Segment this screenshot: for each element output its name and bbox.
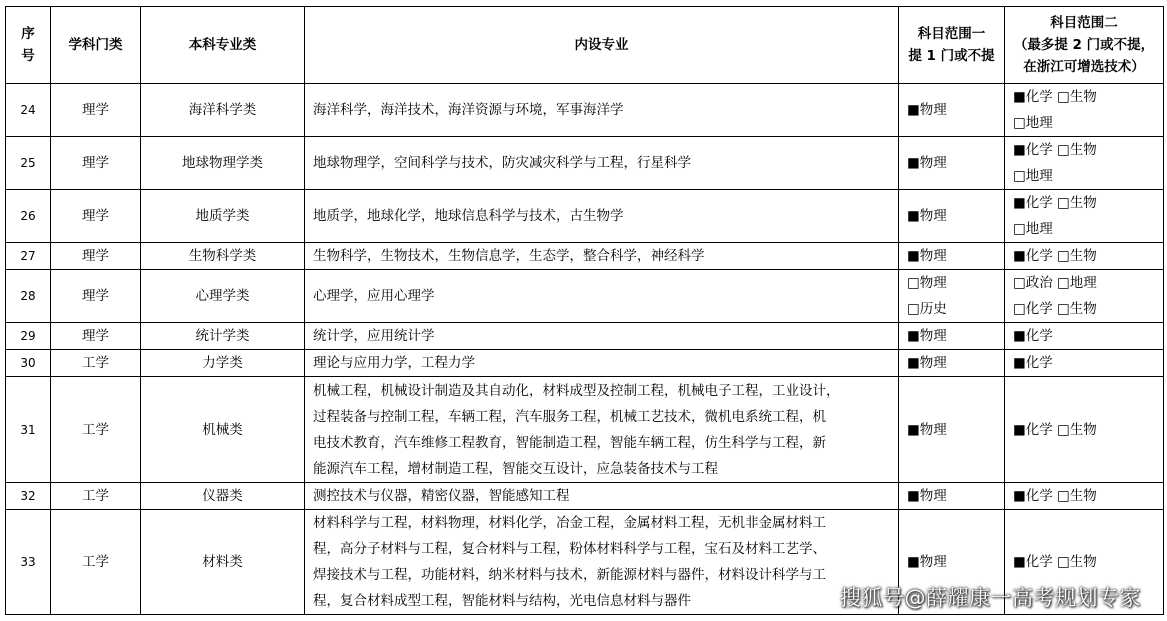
row-category: 理学 — [51, 190, 141, 243]
row-seq: 26 — [6, 190, 51, 243]
row-major-class: 心理学类 — [141, 270, 305, 323]
row-major-class: 力学类 — [141, 350, 305, 377]
range1-line: ■物理 — [907, 248, 947, 264]
row-seq: 24 — [6, 84, 51, 137]
row-range2 — [1005, 270, 1164, 323]
row-range1 — [899, 377, 1005, 483]
header-majors: 内设专业 — [305, 7, 899, 84]
range2-line: ■化学 □生物 — [1013, 195, 1097, 211]
range2-line: □地理 — [1013, 115, 1053, 131]
row-category: 理学 — [51, 137, 141, 190]
row-major-class: 材料类 — [141, 510, 305, 615]
range1-line: □历史 — [907, 301, 947, 317]
range2-line: ■化学 □生物 — [1013, 421, 1097, 438]
row-category: 理学 — [51, 323, 141, 350]
range2-line: □政治 □地理 — [1013, 275, 1097, 291]
header-range2-line: 科目范围二 — [1050, 15, 1118, 31]
row-category: 工学 — [51, 510, 141, 615]
majors-line: 材料科学与工程，材料物理，材料化学，冶金工程，金属材料工程，无机非金属材料工 — [313, 515, 826, 531]
row-category: 理学 — [51, 84, 141, 137]
row-major-class: 地球物理学类 — [141, 137, 305, 190]
row-major-class: 统计学类 — [141, 323, 305, 350]
row-range2 — [1005, 84, 1164, 137]
header-range2-line: 在浙江可增选技术） — [1023, 59, 1145, 75]
table-row — [6, 323, 1164, 350]
range2-line: □地理 — [1013, 168, 1053, 184]
row-range2 — [1005, 243, 1164, 270]
header-range2-line: （最多提 2 门或不提， — [1013, 37, 1155, 53]
majors-line: 机械工程，机械设计制造及其自动化，材料成型及控制工程，机械电子工程，工业设计， — [313, 382, 840, 399]
subject-requirements-table — [5, 6, 1164, 615]
range1-line: ■物理 — [907, 355, 947, 371]
row-seq: 30 — [6, 350, 51, 377]
table-row — [6, 377, 1164, 483]
row-majors — [305, 350, 899, 377]
majors-line: 测控技术与仪器，精密仪器，智能感知工程 — [313, 488, 570, 504]
row-major-class: 机械类 — [141, 377, 305, 483]
header-range1-line: 科目范围一 — [917, 26, 986, 42]
watermark: 搜狐号@薛耀康一高考规划专家 — [840, 586, 1141, 610]
row-range1 — [899, 190, 1005, 243]
range2-line: ■化学 □生物 — [1013, 248, 1097, 264]
row-range2 — [1005, 350, 1164, 377]
row-majors — [305, 270, 899, 323]
range1-line: ■物理 — [907, 554, 947, 570]
table-row — [6, 483, 1164, 510]
header-major-class: 本科专业类 — [141, 7, 305, 84]
majors-line: 电技术教育，汽车维修工程教育，智能制造工程，智能车辆工程，仿生科学与工程，新 — [313, 434, 826, 451]
row-majors — [305, 84, 899, 137]
majors-line: 能源汽车工程，增材制造工程，智能交互设计，应急装备技术与工程 — [313, 460, 718, 477]
row-range1 — [899, 84, 1005, 137]
range1-line: □物理 — [907, 275, 947, 291]
row-majors — [305, 483, 899, 510]
range2-line: ■化学 □生物 — [1013, 554, 1097, 570]
majors-line: 程，高分子材料与工程，复合材料与工程，粉体材料科学与工程，宝石及材料工艺学、 — [313, 541, 826, 557]
row-range1 — [899, 137, 1005, 190]
row-range1 — [899, 270, 1005, 323]
table-row — [6, 243, 1164, 270]
majors-line: 海洋科学，海洋技术，海洋资源与环境，军事海洋学 — [313, 102, 624, 118]
range1-line: ■物理 — [907, 488, 947, 504]
row-majors — [305, 510, 899, 615]
row-major-class: 仪器类 — [141, 483, 305, 510]
header-row — [6, 7, 1164, 84]
majors-line: 理论与应用力学，工程力学 — [313, 355, 475, 371]
header-seq-line: 号 — [21, 48, 35, 64]
row-range1 — [899, 243, 1005, 270]
majors-line: 生物科学，生物技术，生物信息学，生态学，整合科学，神经科学 — [313, 248, 705, 264]
majors-line: 程，复合材料成型工程，智能材料与结构，光电信息材料与器件 — [313, 593, 691, 609]
range1-line: ■物理 — [907, 208, 947, 224]
header-category: 学科门类 — [51, 7, 141, 84]
majors-line: 地质学，地球化学，地球信息科学与技术，古生物学 — [313, 208, 624, 224]
range2-line: ■化学 — [1013, 328, 1053, 344]
range2-line: □化学 □生物 — [1013, 301, 1097, 317]
row-range2 — [1005, 137, 1164, 190]
row-major-class: 海洋科学类 — [141, 84, 305, 137]
row-category: 工学 — [51, 483, 141, 510]
range2-line: ■化学 □生物 — [1013, 89, 1097, 105]
table-row — [6, 270, 1164, 323]
table-row — [6, 350, 1164, 377]
row-range2 — [1005, 483, 1164, 510]
row-category: 工学 — [51, 350, 141, 377]
majors-line: 心理学，应用心理学 — [313, 288, 435, 304]
range1-line: ■物理 — [907, 421, 947, 438]
row-seq: 25 — [6, 137, 51, 190]
row-category: 理学 — [51, 270, 141, 323]
row-seq: 32 — [6, 483, 51, 510]
row-majors — [305, 190, 899, 243]
row-category: 工学 — [51, 377, 141, 483]
row-range2 — [1005, 190, 1164, 243]
table-row — [6, 84, 1164, 137]
majors-line: 地球物理学，空间科学与技术，防灾减灾科学与工程，行星科学 — [313, 155, 691, 171]
range2-line: ■化学 □生物 — [1013, 488, 1097, 504]
row-range2 — [1005, 377, 1164, 483]
header-range1-line: 提 1 门或不提 — [908, 48, 995, 64]
range2-line: ■化学 □生物 — [1013, 142, 1097, 158]
row-majors — [305, 323, 899, 350]
row-major-class: 地质学类 — [141, 190, 305, 243]
table-row — [6, 137, 1164, 190]
row-majors — [305, 243, 899, 270]
range1-line: ■物理 — [907, 155, 947, 171]
row-seq: 29 — [6, 323, 51, 350]
header-seq-line: 序 — [21, 26, 35, 42]
majors-line: 统计学，应用统计学 — [313, 328, 435, 344]
majors-line: 焊接技术与工程，功能材料，纳米材料与技术，新能源材料与器件，材料设计科学与工 — [313, 567, 826, 583]
header-range2 — [1005, 7, 1164, 84]
row-seq: 33 — [6, 510, 51, 615]
row-range1 — [899, 323, 1005, 350]
row-seq: 27 — [6, 243, 51, 270]
header-range1 — [899, 7, 1005, 84]
row-range2 — [1005, 323, 1164, 350]
majors-line: 过程装备与控制工程，车辆工程，汽车服务工程，机械工艺技术，微机电系统工程，机 — [313, 408, 826, 425]
row-range1 — [899, 483, 1005, 510]
range1-line: ■物理 — [907, 328, 947, 344]
row-majors — [305, 137, 899, 190]
row-category: 理学 — [51, 243, 141, 270]
row-seq: 28 — [6, 270, 51, 323]
row-seq: 31 — [6, 377, 51, 483]
range2-line: ■化学 — [1013, 355, 1053, 371]
table-row — [6, 190, 1164, 243]
header-seq — [6, 7, 51, 84]
range1-line: ■物理 — [907, 102, 947, 118]
row-majors — [305, 377, 899, 483]
row-range1 — [899, 350, 1005, 377]
range2-line: □地理 — [1013, 221, 1053, 237]
row-major-class: 生物科学类 — [141, 243, 305, 270]
